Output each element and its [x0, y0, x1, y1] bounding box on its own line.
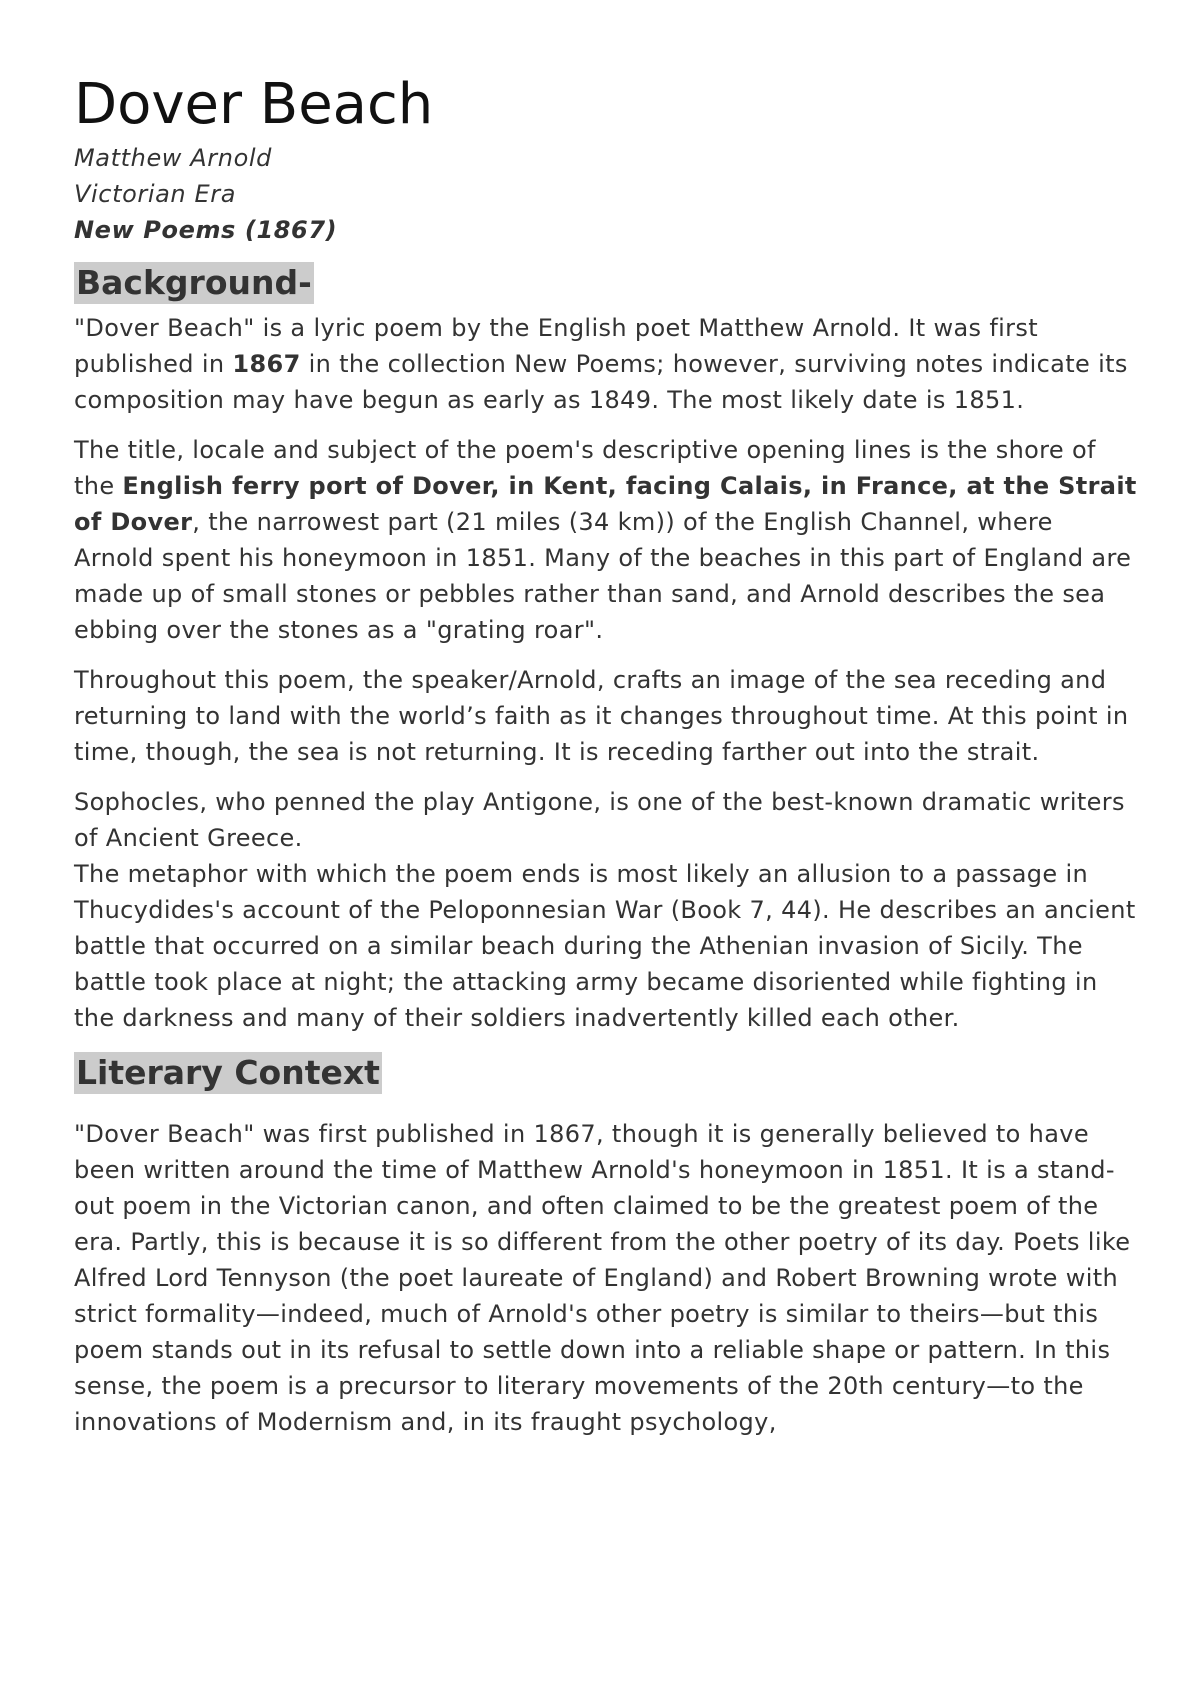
era-label: Victorian Era [74, 180, 236, 208]
background-paragraph-1 [74, 310, 1140, 418]
background-paragraph-3: Throughout this poem, the speaker/Arnold, crafts an image of the sea receding and returning to land with the world’s faith as it changes throughout time. At this point in time, though, the sea is not returning. It is receding farther out into the strait. [74, 666, 1129, 766]
text-run: , the narrowest part (21 miles (34 km)) of the English Channel, where Arnold spent his honeymoon in 1851. Many of the beaches in this part of England are made up of small stones or pebbles rather than sand, and Arnold describes the sea ebbing over the stones as a "grating roar". [74, 508, 1132, 644]
background-paragraph-2 [74, 432, 1140, 648]
text-run: "Dover Beach" is a lyric poem by the English poet Matthew Arnold. It was first published in [74, 314, 1039, 378]
background-heading: Background- [76, 263, 312, 302]
bold-text-run: 1867 [232, 350, 301, 378]
background-paragraph-5: The metaphor with which the poem ends is most likely an allusion to a passage in Thucydides's account of the Peloponnesian War (Book 7, 44). He describes an ancient battle that occurred on a similar beach during the Athenian invasion of Sicily. The battle took place at night; the attacking army became disoriented while fighting in the darkness and many of their soldiers inadvertently killed each other. [74, 860, 1136, 1032]
bold-text-run: English ferry port of Dover, in Kent, facing Calais, in France, at the Strait of Dover [74, 472, 1137, 536]
background-paragraph-4: Sophocles, who penned the play Antigone, is one of the best-known dramatic writers of Ancient Greece. [74, 788, 1125, 852]
document-page [74, 70, 1140, 1454]
literary-context-heading-wrap [74, 1052, 1140, 1100]
literary-context-heading: Literary Context [76, 1053, 380, 1092]
literary-context-paragraph-1: "Dover Beach" was first published in 1867, though it is generally believed to have been written around the time of Matthew Arnold's honeymoon in 1851. It is a stand-out poem in the Victorian canon, and often claimed to be the greatest poem of the era. Partly, this is because it is so different from the other poetry of its day. Poets like Alfred Lord Tennyson (the poet laureate of England) and Robert Browning wrote with strict formality—indeed, much of Arnold's other poetry is similar to theirs—but this poem stands out in its refusal to settle down into a reliable shape or pattern. In this sense, the poem is a precursor to literary movements of the 20th century—to the innovations of Modernism and, in its fraught psychology, [74, 1120, 1131, 1436]
document-title: Dover Beach [74, 72, 434, 137]
text-run: The title, locale and subject of the poem's descriptive opening lines is the shore of the [74, 436, 1096, 500]
collection-label: New Poems (1867) [74, 216, 338, 244]
text-run: in the collection New Poems; however, surviving notes indicate its composition may have begun as early as 1849. The most likely date is 1851. [74, 350, 1128, 414]
author-name: Matthew Arnold [74, 144, 272, 172]
background-heading-wrap [74, 262, 1140, 310]
